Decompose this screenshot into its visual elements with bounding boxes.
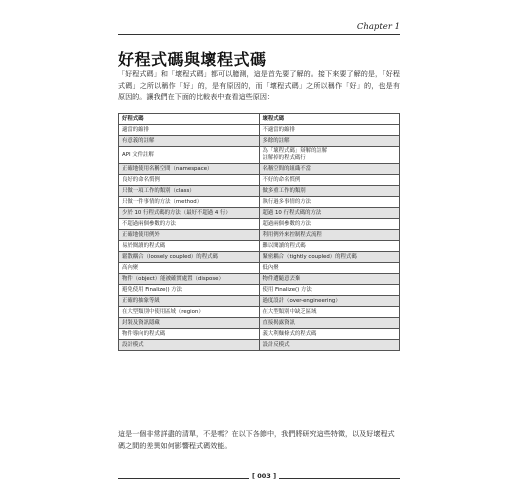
table-row	[119, 197, 400, 208]
good-code-cell: 適當的縮排	[119, 125, 260, 136]
bad-code-cell: 使用 Finalize() 方法	[259, 285, 400, 296]
table-row	[119, 219, 400, 230]
good-code-cell: 良好的命名慣例	[119, 175, 260, 186]
table-row	[119, 147, 400, 164]
good-code-cell: 易於閱讀的程式碼	[119, 241, 260, 252]
table-row	[119, 125, 400, 136]
table-row	[119, 340, 400, 351]
good-code-cell: 不超過兩個參數的方法	[119, 219, 260, 230]
bad-code-cell: 超過兩個參數的方法	[259, 219, 400, 230]
chapter-label: Chapter 1	[356, 22, 400, 32]
bad-code-cell: 不適當的縮排	[259, 125, 400, 136]
bad-code-cell: 緊密耦合（tightly coupled）的程式碼	[259, 252, 400, 263]
bad-code-cell: 利用例外來控制程式流程	[259, 230, 400, 241]
bad-code-cell: 超過 10 行程式碼的方法	[259, 208, 400, 219]
good-code-cell: 鬆散耦合（loosely coupled）的程式碼	[119, 252, 260, 263]
bad-code-cell: 過度設計（over-engineering）	[259, 296, 400, 307]
good-code-cell: 設計模式	[119, 340, 260, 351]
bad-code-cell: 難以閱讀的程式碼	[259, 241, 400, 252]
bad-code-cell: 直接揭露資訊	[259, 318, 400, 329]
table-row	[119, 296, 400, 307]
bad-code-cell: 做多重工作的類別	[259, 186, 400, 197]
bad-code-cell: 為「壞程式碼」辯解的註解 註解掉的程式碼行	[259, 147, 400, 164]
good-code-cell: 物件導向的程式碼	[119, 329, 260, 340]
header-bad-code: 壞程式碼	[259, 114, 400, 125]
bad-code-cell: 在大型類別中缺乏區域	[259, 307, 400, 318]
table-row	[119, 164, 400, 175]
good-code-cell: 少於 10 行程式碼的方法（最好不超過 4 行）	[119, 208, 260, 219]
table-body	[119, 125, 400, 351]
table-row	[119, 252, 400, 263]
table-row	[119, 329, 400, 340]
good-code-cell: 只做一件事情的方法（method）	[119, 197, 260, 208]
good-code-cell: 正確地使用例外	[119, 230, 260, 241]
good-code-cell: 只做一項工作的類別（class）	[119, 186, 260, 197]
good-code-cell: API 文件註解	[119, 147, 260, 164]
table-row	[119, 285, 400, 296]
header-good-code: 好程式碼	[119, 114, 260, 125]
bad-code-cell: 名稱空間的組織不當	[259, 164, 400, 175]
table-row	[119, 175, 400, 186]
good-code-cell: 封裝及資訊隱藏	[119, 318, 260, 329]
table-row	[119, 263, 400, 274]
page-number: [ 003 ]	[249, 472, 279, 480]
comparison-table	[118, 113, 400, 351]
bad-code-cell: 低內聚	[259, 263, 400, 274]
intro-paragraph: 「好程式碼」和「壞程式碼」都可以臆測，這是首先要了解的。接下來要了解的是，「好程式碼」之所以稱作「好」的，是有原因的，而「壞程式碼」之所以稱作「好」的，也是有原因的。讓我們在下面的比較表中查看這些原因：	[118, 69, 400, 102]
good-code-cell: 高內聚	[119, 263, 260, 274]
bad-code-cell: 執行過多事情的方法	[259, 197, 400, 208]
table-row	[119, 186, 400, 197]
table-row	[119, 230, 400, 241]
bad-code-cell: 物件遭隨意丟棄	[259, 274, 400, 285]
table-row	[119, 208, 400, 219]
bad-code-cell: 義大利麵條式的程式碼	[259, 329, 400, 340]
table-row	[119, 136, 400, 147]
table-row	[119, 241, 400, 252]
good-code-cell: 正確地使用名稱空間（namespace）	[119, 164, 260, 175]
section-title: 好程式碼與壞程式碼	[118, 50, 267, 69]
bad-code-cell: 設計反模式	[259, 340, 400, 351]
bad-code-cell: 多餘的註解	[259, 136, 400, 147]
good-code-cell: 物件（object）能被確實處置（dispose）	[119, 274, 260, 285]
table-row	[119, 318, 400, 329]
outro-paragraph: 這是一個非常詳盡的清單，不是嗎？在以下各節中，我們將研究這些特徵，以及好壞程式碼之間的差異如何影響程式碼效能。	[118, 429, 395, 450]
good-code-cell: 避免使用 Finalize() 方法	[119, 285, 260, 296]
good-code-cell: 正確的抽象等級	[119, 296, 260, 307]
table-row	[119, 274, 400, 285]
good-code-cell: 有意義的註解	[119, 136, 260, 147]
good-code-cell: 在大型類別中使用區域（region）	[119, 307, 260, 318]
table-row	[119, 307, 400, 318]
header-rule	[118, 34, 400, 35]
bad-code-cell: 不好的命名慣例	[259, 175, 400, 186]
table-header-row	[119, 114, 400, 125]
